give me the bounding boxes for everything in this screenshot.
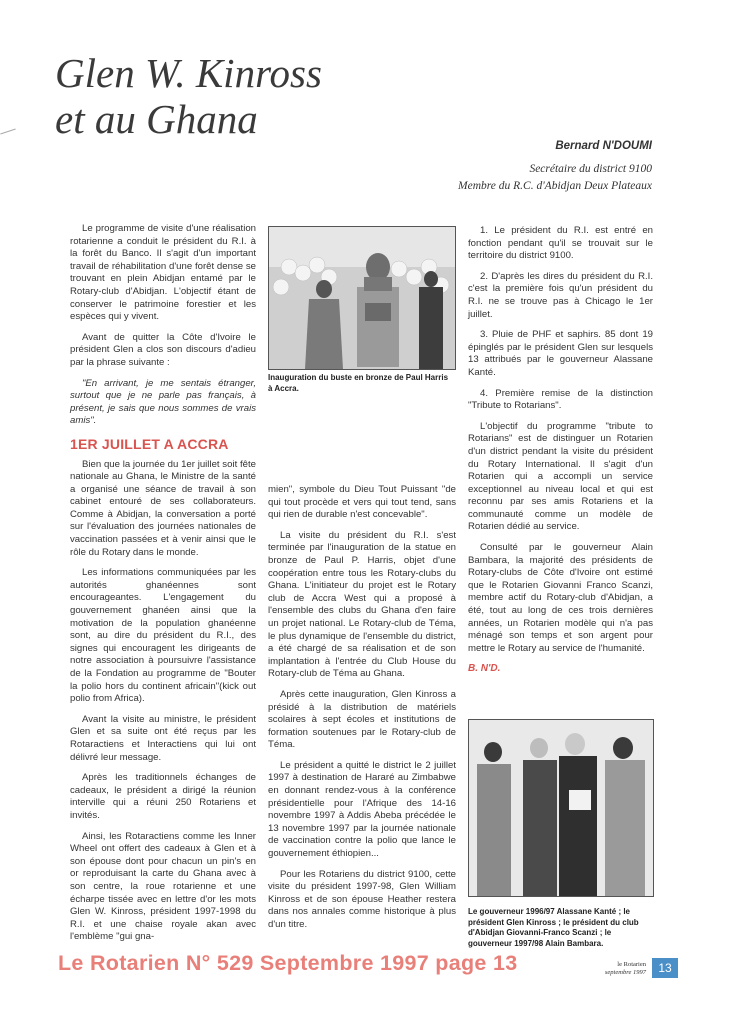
footer-reference: Le Rotarien N° 529 Septembre 1997 page 13 [58,951,518,975]
column-2 [268,484,456,940]
section-heading: 1ER JUILLET A ACCRA [70,435,229,452]
author-role-1: Secrétaire du district 9100 [529,163,652,175]
title-line-2: et au Ghana [55,96,258,142]
page-edge-mark [0,129,16,135]
photo-group-image [469,720,653,896]
title-line-1: Glen W. Kinross [55,50,322,96]
photo-bust-inauguration [268,226,456,370]
paragraph: Avant de quitter la Côte d'Ivoire le président Glen a clos son discours d'adieu par la phrase suivante : [70,331,256,368]
paragraph: Après cette inauguration, Glen Kinross a présidé à la distribution de matériels scolaires à sept écoles et institutions de formation soutenues par le Rotary-club de Téma. [268,688,456,751]
author-role-2: Membre du R.C. d'Abidjan Deux Plateaux [458,180,652,192]
page-number: 13 [652,958,678,978]
masthead-date: septembre 1997 [604,968,646,976]
quote-paragraph: "En arrivant, je me sentais étranger, surtout que je ne parle pas français, à présent, je sais que nous sommes de vrais amis". [70,377,256,427]
paragraph: Après les traditionnels échanges de cadeaux, le président a dirigé la réunion interville qui a réuni 250 Rotariens et invités. [70,772,256,821]
paragraph: mien", symbole du Dieu Tout Puissant "de qui tout procède et vers qui tout tend, sans qui rien de durable n'est concevable". [268,484,456,521]
photo-group [468,719,654,897]
photo-caption: Inauguration du buste en bronze de Paul Harris à Accra. [268,373,449,393]
paragraph: L'objectif du programme "tribute to Rotarians" est de distinguer un Rotarien d'un district pendant la visite du président du Rotary International. Il s'agit d'un Rotarien qui a accompli un service exceptionnel au niveau local et qui est reconnu par ses amis Rotariens et la communauté comme un modèle de Rotarien dédié au service. [468,420,653,533]
author-name: Bernard N'DOUMI [555,140,652,152]
list-item: 3. Pluie de PHF et saphirs. 85 dont 19 épinglés par le président Glen sur lesquels 13 attribués par le gouverneur Alassane Kanté. [468,329,653,378]
list-item: 1. Le président du R.I. est entré en fonction pendant qu'il se trouvait sur le territoire du district 9100. [468,225,653,262]
paragraph: Consulté par le gouverneur Alain Bambara, la majorité des présidents de Rotary-clubs de Côte d'Ivoire ont estimé que le Rotarien Giovanni Franco Scanzi, membre actif du Rotary-club d'Abidjan, a été, tout au long de ces trois dernières années, un Rotarien modèle qui n'a pas ménagé son temps et son argent pour mettre le Rotary au service de l'humanité. [468,542,653,654]
paragraph: Avant la visite au ministre, le président Glen et sa suite ont été reçus par les Rotaractiens et Interactiens qui lui ont délivré leur message. [70,713,256,763]
author-initials: B. N'D. [468,663,501,675]
paragraph: Le président a quitté le district le 2 juillet 1997 à destination de Hararé au Zimbabwe en donnant rendez-vous à la conférence présidentielle pour l'Afrique des 14-16 novembre 1997 à Addis Abeba précédée le 13 novembre 1997 par la journée nationale de vaccination contre la polio que lance le gouvernement éthiopien... [268,759,456,860]
masthead-title: le Rotarien [617,961,646,968]
column-1 [70,223,256,952]
paragraph: Les informations communiquées par les autorités ghanéennes sont encourageantes. L'engagement du gouvernement ghanéen ainsi que la motivation de la population ghanéenne sont, au dire du président du R.I., des signes qui encouragent les dirigeants de notre association à poursuivre l'assistance de la Fondation au programme de "Bouter la polio hors du continent africain"(kick out polio from Africa). [70,567,256,705]
list-item: 4. Première remise de la distinction "Tribute to Rotarians". [468,387,653,412]
article-title [55,50,322,142]
paragraph: La visite du président du R.I. s'est terminée par l'inauguration de la statue en bronze de Paul P. Harris, objet d'une coopération entre tous les Rotary-clubs du Ghana. L'initiateur du projet est le Rotary club de Accra West qui a proposé à l'ensemble des clubs du Ghana d'en faire un projet national. Le Rotary-club de Téma, le plus dynamique de l'ensemble du district, a été chargé de sa réalisation et de son implantation à l'entrée du Club House du Rotary-club de Téma au Ghana. [268,529,456,680]
paragraph: Ainsi, les Rotaractiens comme les Inner Wheel ont offert des cadeaux à Glen et à son épouse dont pour chacun un pin's en or reproduisant la carte du Ghana avec à son centre, la roue rotarienne et une écharpe tissée avec en lettre d'or les mots Glen W. Kinross, président 1997-1998 du R.I. et une chaise royale akan avec l'emblème "gui gna- [70,830,256,943]
photo-caption: Le gouverneur 1996/97 Alassane Kanté ; le président Glen Kinross ; le président du club d'Abidjan Giovanni-Franco Scanzi ; le gouverneur 1997/98 Alain Bambara. [468,907,639,948]
paragraph: Pour les Rotariens du district 9100, cette visite du président 1997-98, Glen William Kinross et de son épouse Heather restera dans nos annales comme historique à plus d'un titre. [268,868,456,930]
author-block [458,138,652,195]
paragraph: Bien que la journée du 1er juillet soit fête nationale au Ghana, le Ministre de la santé a organisé une séance de travail à son cabinet entouré de ses collaborateurs. Comme à Abidjan, la conversation a porté sur l'évaluation des journées nationales de vaccination passées et à venir ainsi que le rôle du Rotary dans le monde. [70,458,256,558]
photo-bust-image [269,227,455,369]
column-3 [468,225,653,676]
list-item: 2. D'après les dires du président du R.I. c'est la première fois qu'un président du R.I. ne se trouve pas à Chicago le 1er juillet. [468,270,653,320]
masthead [596,961,646,976]
paragraph: Le programme de visite d'une réalisation rotarienne a conduit le président du R.I. à la forêt du Banco. Il s'agit d'un important travail de réhabilitation d'une forêt dense se trouvant en plein Abidjan entamé par le Rotary-club d'Abidjan. L'objectif étant de conserver le patrimoine forestier et les espèces qui y vivent. [70,223,256,323]
